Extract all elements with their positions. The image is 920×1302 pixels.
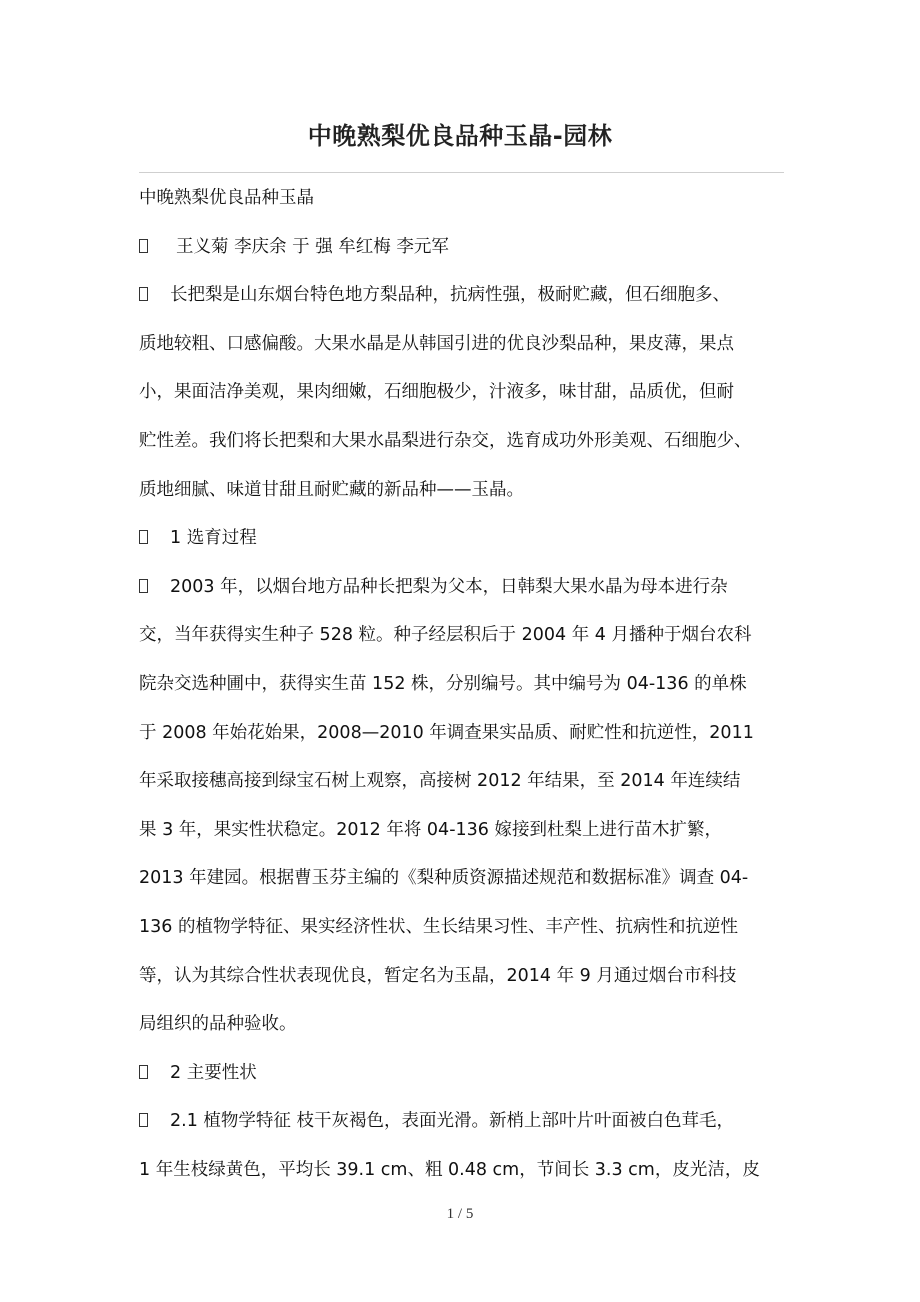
line-text: 等，认为其综合性状表现优良，暂定名为玉晶，2014 年 9 月通过烟台市科技 — [139, 965, 737, 986]
document-body — [139, 180, 787, 1200]
paragraph-line — [139, 812, 787, 861]
title-divider — [139, 172, 784, 173]
paragraph-line — [139, 1055, 787, 1104]
line-text: 质地较粗、口感偏酸。大果水晶是从韩国引进的优良沙梨品种，果皮薄，果点 — [139, 333, 734, 354]
line-text: 长把梨是山东烟台特色地方梨品种，抗病性强，极耐贮藏，但石细胞多、 — [170, 285, 730, 306]
line-text: 于 2008 年始花始果，2008—2010 年调查果实品质、耐贮性和抗逆性，2011 — [139, 722, 754, 743]
line-text: 2 主要性状 — [170, 1062, 257, 1083]
missing-glyph-box-icon — [139, 239, 148, 253]
missing-glyph-box-icon — [139, 287, 148, 301]
line-text: 果 3 年，果实性状稳定。2012 年将 04-136 嫁接到杜梨上进行苗木扩繁， — [139, 819, 722, 840]
paragraph-line — [139, 569, 787, 618]
line-text: 1 选育过程 — [170, 528, 257, 549]
line-text: 院杂交选种圃中，获得实生苗 152 株，分别编号。其中编号为 04-136 的单株 — [139, 673, 747, 694]
line-text: 2013 年建园。根据曹玉芬主编的《梨种质资源描述规范和数据标准》调查 04- — [139, 868, 749, 889]
paragraph-line — [139, 277, 787, 326]
missing-glyph-box-icon — [139, 530, 148, 544]
line-text: 年采取接穗高接到绿宝石树上观察，高接树 2012 年结果，至 2014 年连续结 — [139, 771, 741, 792]
paragraph-line — [139, 1152, 787, 1201]
paragraph-line — [139, 860, 787, 909]
paragraph-line — [139, 1103, 787, 1152]
paragraph-line — [139, 374, 787, 423]
line-text: 质地细腻、味道甘甜且耐贮藏的新品种——玉晶。 — [139, 479, 524, 500]
paragraph-line — [139, 180, 787, 229]
line-text: 小，果面洁净美观，果肉细嫩，石细胞极少，汁液多，味甘甜，品质优，但耐 — [139, 382, 734, 403]
line-text: 局组织的品种验收。 — [139, 1014, 297, 1035]
document-title: 中晚熟梨优良品种玉晶-园林 — [307, 122, 613, 150]
line-text: 王义菊 李庆余 于 强 牟红梅 李元军 — [176, 236, 449, 257]
paragraph-line — [139, 958, 787, 1007]
missing-glyph-box-icon — [139, 1065, 148, 1079]
line-text: 2003 年，以烟台地方品种长把梨为父本，日韩梨大果水晶为母本进行杂 — [170, 576, 728, 597]
paragraph-line — [139, 520, 787, 569]
paragraph-line — [139, 715, 787, 764]
paragraph-line — [139, 617, 787, 666]
line-text: 贮性差。我们将长把梨和大果水晶梨进行杂交，选育成功外形美观、石细胞少、 — [139, 430, 752, 451]
paragraph-line — [139, 763, 787, 812]
line-text: 交，当年获得实生种子 528 粒。种子经层积后于 2004 年 4 月播种于烟台农科 — [139, 625, 752, 646]
paragraph-line — [139, 326, 787, 375]
missing-glyph-box-icon — [139, 1113, 148, 1127]
paragraph-line — [139, 666, 787, 715]
paragraph-line — [139, 229, 787, 278]
line-text: 136 的植物学特征、果实经济性状、生长结果习性、丰产性、抗病性和抗逆性 — [139, 916, 738, 937]
line-text: 1 年生枝绿黄色，平均长 39.1 cm、粗 0.48 cm，节间长 3.3 cm，皮光洁，皮 — [139, 1159, 760, 1180]
paragraph-line — [139, 909, 787, 958]
paragraph-line — [139, 423, 787, 472]
paragraph-line — [139, 472, 787, 521]
missing-glyph-box-icon — [139, 579, 148, 593]
paragraph-line — [139, 1006, 787, 1055]
line-text: 中晚熟梨优良品种玉晶 — [139, 188, 314, 208]
page-number: 1 / 5 — [446, 1206, 474, 1222]
line-text: 2.1 植物学特征 枝干灰褐色，表面光滑。新梢上部叶片叶面被白色茸毛， — [170, 1111, 734, 1132]
